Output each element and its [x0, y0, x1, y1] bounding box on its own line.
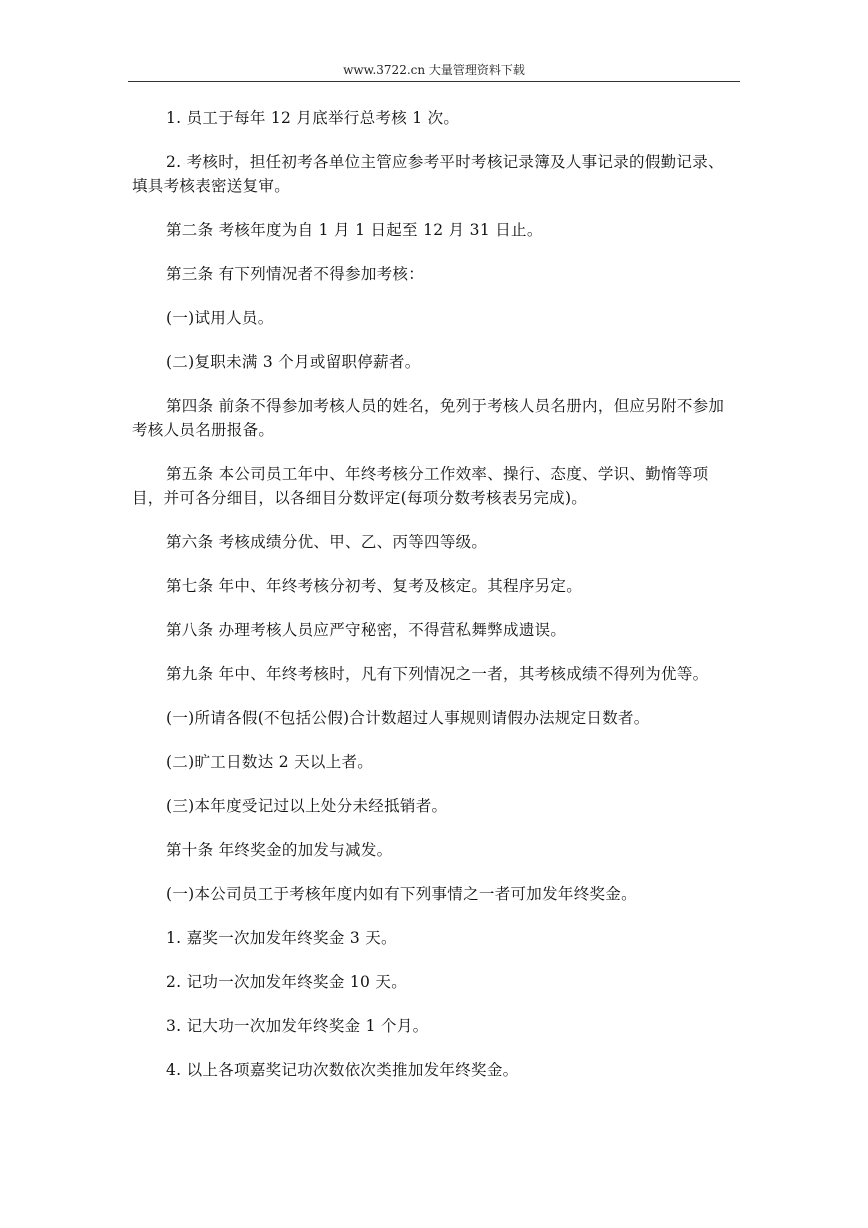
paragraph: (三)本年度受记过以上处分未经抵销者。 — [166, 797, 448, 815]
paragraph: 2. 考核时，担任初考各单位主管应参考平时考核记录簿及人事记录的假勤记录、填具考核表密送复审。 — [132, 153, 724, 195]
paragraph: (二)旷工日数达 2 天以上者。 — [166, 753, 374, 771]
paragraph: (二)复职未满 3 个月或留职停薪者。 — [166, 353, 421, 371]
paragraph: 3. 记大功一次加发年终奖金 1 个月。 — [166, 1017, 429, 1035]
paragraph: 4. 以上各项嘉奖记功次数依次类推加发年终奖金。 — [166, 1061, 519, 1079]
paragraph: 第九条 年中、年终考核时，凡有下列情况之一者，其考核成绩不得列为优等。 — [166, 665, 709, 683]
paragraph: 第二条 考核年度为自 1 月 1 日起至 12 月 31 日止。 — [166, 221, 543, 239]
paragraph: 第六条 考核成绩分优、甲、乙、丙等四等级。 — [166, 533, 488, 551]
header-divider — [128, 81, 740, 82]
paragraph: (一)本公司员工于考核年度内如有下列事情之一者可加发年终奖金。 — [166, 885, 637, 903]
paragraph: 1. 嘉奖一次加发年终奖金 3 天。 — [166, 929, 397, 947]
paragraph: 第八条 办理考核人员应严守秘密，不得营私舞弊成遗误。 — [166, 621, 567, 639]
header-site-text: www.3722.cn 大量管理资料下载 — [343, 63, 525, 77]
paragraph: 第十条 年终奖金的加发与减发。 — [166, 841, 393, 859]
paragraph: 1. 员工于每年 12 月底举行总考核 1 次。 — [166, 109, 460, 127]
paragraph: (一)试用人员。 — [166, 309, 274, 327]
paragraph: 第四条 前条不得参加考核人员的姓名，免列于考核人员名册内，但应另附不参加考核人员名册报备。 — [132, 397, 725, 439]
paragraph: 第三条 有下列情况者不得参加考核： — [166, 265, 425, 283]
page-header — [128, 62, 740, 78]
document-body — [132, 106, 732, 1102]
paragraph: 2. 记功一次加发年终奖金 10 天。 — [166, 973, 407, 991]
paragraph: (一)所请各假(不包括公假)合计数超过人事规则请假办法规定日数者。 — [166, 709, 650, 727]
paragraph: 第七条 年中、年终考核分初考、复考及核定。其程序另定。 — [166, 577, 583, 595]
paragraph: 第五条 本公司员工年中、年终考核分工作效率、操行、态度、学识、勤惰等项目，并可各分细目，以各细目分数评定(每项分数考核表另完成)。 — [132, 465, 709, 507]
